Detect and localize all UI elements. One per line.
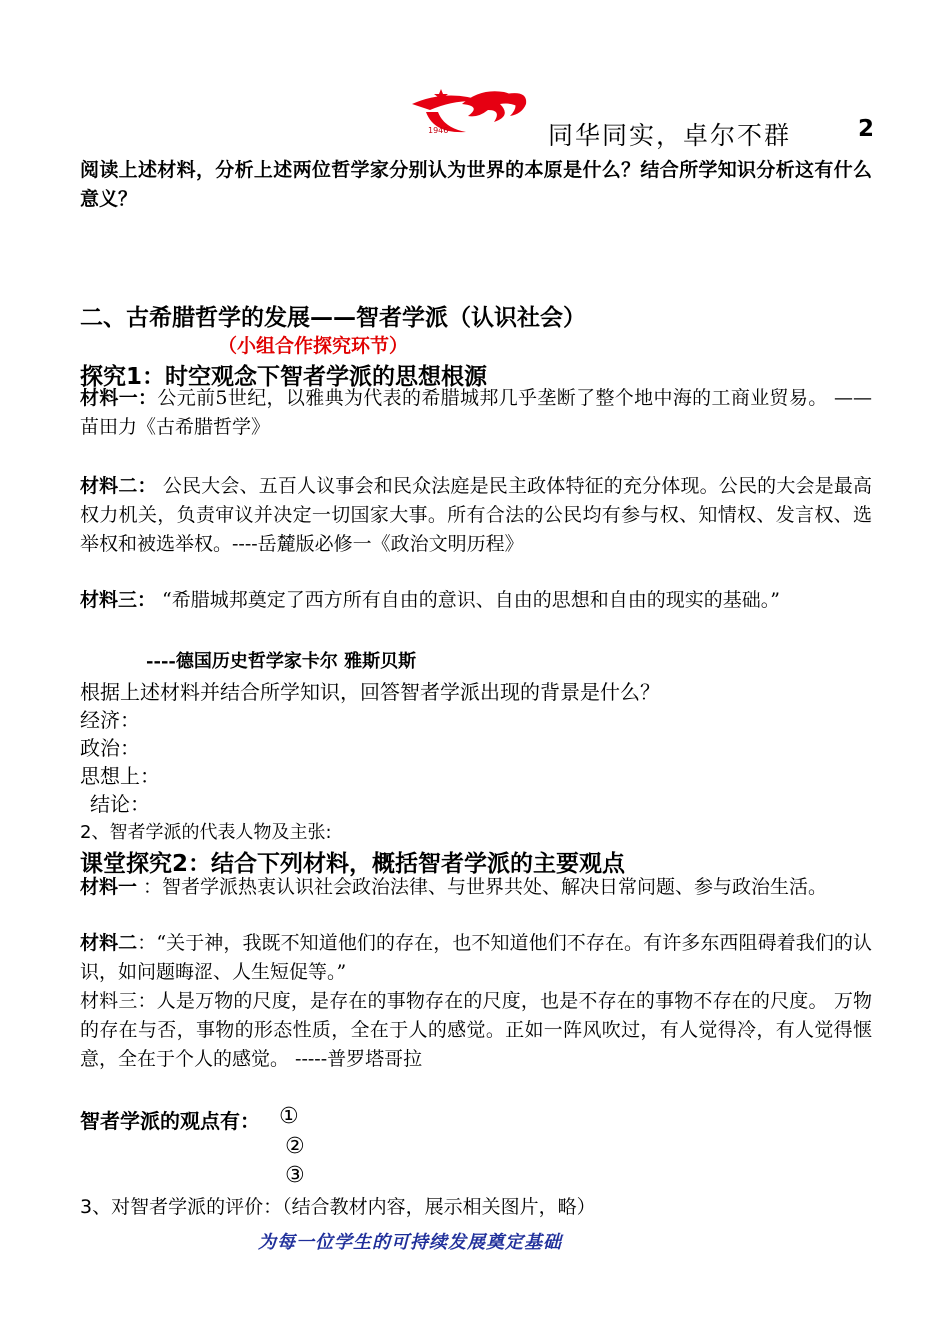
inquiry2-material-3 (80, 987, 872, 1074)
material-text: ：人是万物的尺度，是存在的事物存在的尺度，也是不存在的事物不存在的尺度。 万物的存在与否，事物的形态性质，全在于人的感觉。正如一阵风吹过，有人觉得冷，有人觉得惬意，全在于个人的感觉。 -----普罗塔哥拉 (80, 990, 872, 1070)
answer-conclusion: 结论： (90, 792, 150, 816)
inquiry1-title: 探究1：时空观念下智者学派的思想根源 (80, 364, 488, 390)
answer-economy: 经济： (80, 708, 140, 732)
inquiry1-material-3 (80, 586, 872, 615)
material-text: 公民大会、五百人议事会和民众法庭是民主政体特征的充分体现。公民的大会是最高权力机关，负责审议并决定一切国家大事。所有合法的公民均有参与权、知情权、发言权、选举权和被选举权。----岳麓版必修一《政治文明历程》 (80, 475, 872, 555)
intro-question: 阅读上述材料，分析上述两位哲学家分别认为世界的本原是什么？结合所学知识分析这有什么意义？ (80, 159, 872, 210)
page-number: 2 (858, 116, 875, 142)
material-label: 材料二： (80, 475, 157, 497)
material-label: 材料二 (80, 932, 138, 954)
view-mark-1: ① (279, 1104, 299, 1129)
inquiry2-material-1 (80, 873, 872, 902)
item-2: 2、智者学派的代表人物及主张: (80, 822, 332, 843)
material-text: 公元前5世纪，以雅典为代表的希腊城邦几乎垄断了整个地中海的工商业贸易。 ——苗田力《古希腊哲学》 (80, 387, 872, 438)
inquiry2-title: 课堂探究2：结合下列材料，概括智者学派的主要观点 (80, 851, 626, 877)
inquiry1-question: 根据上述材料并结合所学知识，回答智者学派出现的背景是什么？ (80, 680, 660, 704)
header-motto: 同华同实，卓尔不群 (548, 121, 792, 150)
answer-politics: 政治： (80, 736, 140, 760)
inquiry1-material-1 (80, 384, 872, 442)
answer-thought: 思想上： (80, 764, 160, 788)
section-title: 二、古希腊哲学的发展——智者学派（认识社会） (80, 305, 586, 331)
logo-year: 1946 (428, 126, 449, 135)
material-source: ----德国历史哲学家卡尔 雅斯贝斯 (146, 651, 417, 672)
item-3: 3、对智者学派的评价：（结合教材内容，展示相关图片，略） (80, 1196, 596, 1218)
footer-slogan: 为每一位学生的可持续发展奠定基础 (258, 1232, 562, 1253)
material-text: ：智者学派热衷认识社会政治法律、与世界共处、解决日常问题、参与政治生活。 (137, 876, 828, 898)
material-text: ：“关于神，我既不知道他们的存在，也不知道他们不存在。有许多东西阻碍着我们的认识，如问题晦涩、人生短促等。” (80, 932, 872, 983)
view-mark-3: ③ (285, 1163, 305, 1188)
inquiry1-material-2 (80, 472, 872, 559)
views-label: 智者学派的观点有： (80, 1109, 260, 1133)
school-logo (408, 82, 530, 140)
inquiry2-material-2 (80, 929, 872, 987)
view-mark-2: ② (285, 1134, 305, 1159)
material-label: 材料一： (80, 387, 158, 409)
material-label: 材料三： (80, 589, 157, 611)
material-label: 材料三 (80, 990, 138, 1012)
material-label: 材料一 (80, 876, 138, 898)
material-text: “希腊城邦奠定了西方所有自由的意识、自由的思想和自由的现实的基础。” (156, 589, 780, 611)
section-subtitle: （小组合作探究环节） (218, 335, 409, 357)
